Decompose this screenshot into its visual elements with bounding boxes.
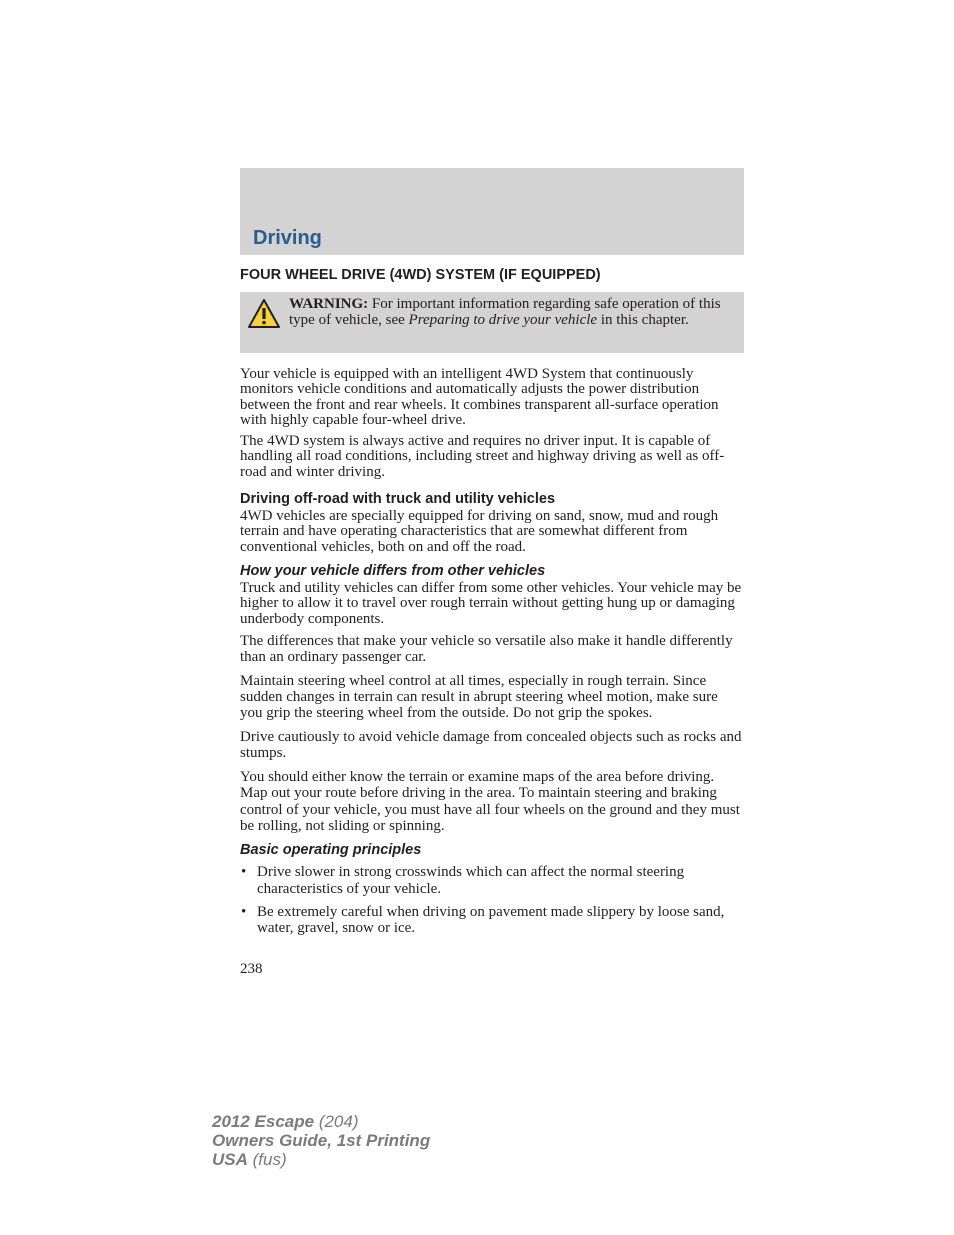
footer-region-code: (fus) (247, 1150, 287, 1169)
warning-box (240, 292, 744, 353)
offroad-heading: Driving off-road with truck and utility vehicles (240, 491, 556, 508)
differs-paragraph-1: Truck and utility vehicles can differ from some other vehicles. Your vehicle may be higher to allow it to travel over rough terrain without getting hung up or damaging underbody components. (240, 579, 742, 627)
main-heading: FOUR WHEEL DRIVE (4WD) SYSTEM (IF EQUIPPED) (240, 267, 601, 283)
footer-guide: Owners Guide, 1st Printing (212, 1131, 431, 1150)
section-title: Driving (253, 227, 322, 249)
page-number: 238 (240, 961, 263, 977)
intro-paragraph-2: The 4WD system is always active and requires no driver input. It is capable of handling all road conditions, including street and highway driving as well as off-road and winter driving. (240, 433, 725, 480)
principles-heading: Basic operating principles (240, 842, 422, 859)
differs-heading: How your vehicle differs from other vehicles (240, 562, 546, 579)
differs-paragraph-5: You should either know the terrain or examine maps of the area before driving. Map out your route before driving in the area. To maintain steering and braking control of your vehicle, you must have all four wheels on the ground and they must be rolling, not sliding or spinning. (240, 768, 740, 834)
differs-paragraph-4: Drive cautiously to avoid vehicle damage from concealed objects such as rocks and stumps. (240, 728, 742, 762)
footer-model-code: (204) (314, 1112, 359, 1131)
warning-text-end: in this chapter. (597, 312, 689, 328)
warning-reference-link[interactable]: Preparing to drive your vehicle (408, 312, 598, 328)
warning-triangle-icon (247, 298, 281, 332)
differs-paragraph-3: Maintain steering wheel control at all times, especially in rough terrain. Since sudden changes in terrain can result in abrupt steering wheel motion, make sure you grip the steering wheel from the outside. Do not grip the spokes. (240, 672, 718, 722)
list-item (240, 864, 744, 896)
differs-paragraph-2: The differences that make your vehicle so versatile also make it handle differently than an ordinary passenger car. (240, 632, 733, 666)
bullet-icon: • (241, 864, 247, 881)
principles-list (240, 864, 744, 936)
warning-label: WARNING: (289, 296, 369, 312)
list-item-text: Drive slower in strong crosswinds which can affect the normal steering characteristics of your vehicle. (257, 864, 685, 897)
footer-region: USA (212, 1150, 248, 1169)
footer-model: 2012 Escape (212, 1112, 315, 1131)
warning-text: For important information regarding safe operation of this type of vehicle, see (289, 296, 721, 328)
footer-region-line (212, 1150, 430, 1169)
intro-paragraph-1: Your vehicle is equipped with an intelligent 4WD System that continuously monitors vehicle conditions and automatically adjusts the power distribution between the front and rear wheels. It combines transparent all-surface operation with highly capable four-wheel drive. (240, 366, 719, 428)
footer-model-line (212, 1112, 430, 1131)
footer-edition (212, 1112, 430, 1169)
offroad-paragraph: 4WD vehicles are specially equipped for driving on sand, snow, mud and rough terrain and have operating characteristics that are somewhat different from conventional vehicles, both on and off the road. (240, 508, 719, 555)
list-item (240, 904, 744, 936)
list-item-text: Be extremely careful when driving on pavement made slippery by loose sand, water, gravel, snow or ice. (257, 903, 725, 936)
bullet-icon: • (241, 903, 247, 920)
page-content (240, 266, 744, 943)
